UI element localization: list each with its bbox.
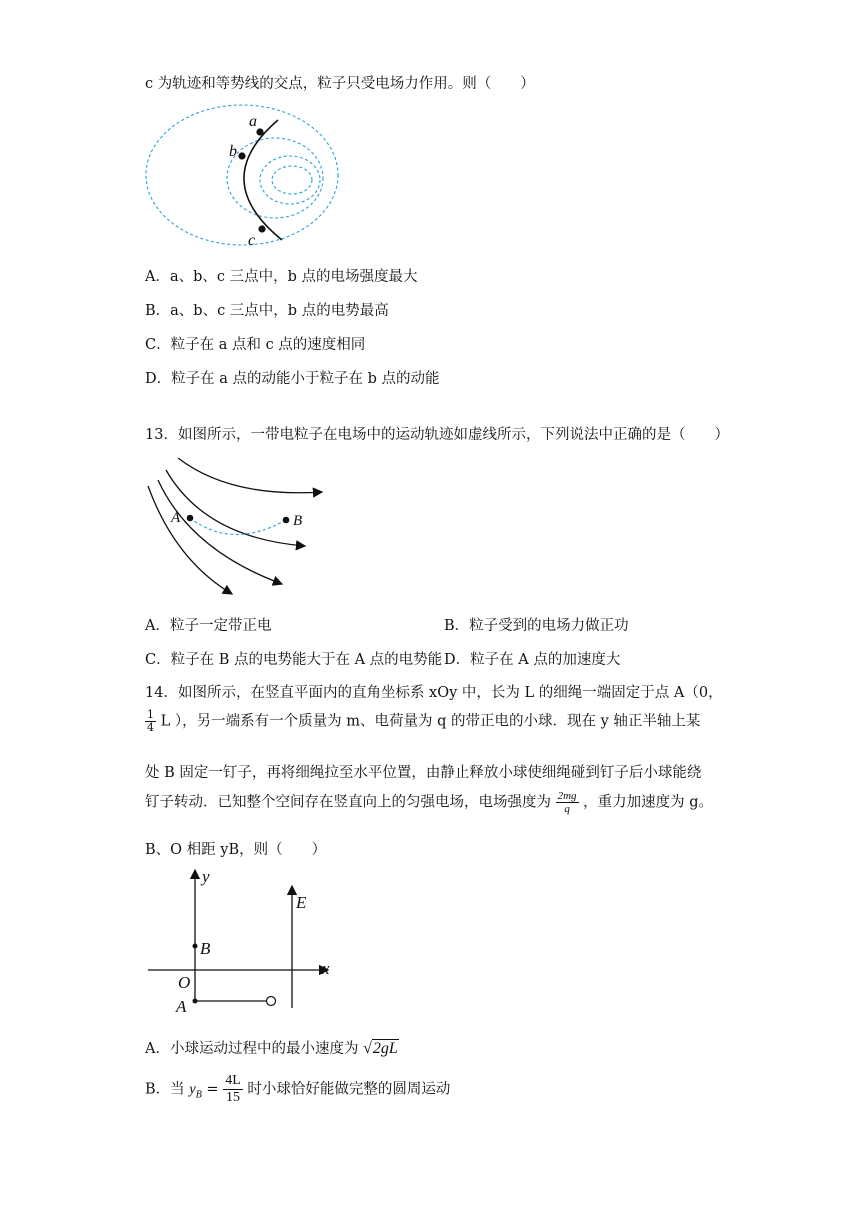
q14-line1: 14．如图所示，在竖直平面内的直角坐标系 xOy 中，长为 L 的细绳一端固定于点 A（0，	[145, 685, 723, 701]
q12-option-b: B．a、b、c 三点中，b 点的电势最高	[145, 303, 389, 319]
q12-trajectory	[244, 120, 282, 240]
label-x: x	[322, 959, 330, 978]
label-B: B	[200, 939, 211, 958]
q14-line5: B、O 相距 yB，则（ ）	[145, 842, 327, 858]
equipotential-outer	[146, 105, 338, 245]
fraction-yb: $\frac{4L}{15}$	[225, 1073, 241, 1105]
point-a	[256, 128, 263, 135]
point-c	[258, 225, 265, 232]
label-b: b	[229, 143, 237, 160]
q12-option-a: A．a、b、c 三点中，b 点的电场强度最大	[145, 269, 418, 285]
q13-fieldline-figure	[140, 450, 340, 600]
q14-option-b: B．当 $y_B$ = $\frac{4L}{15}$ 时小球恰好能做完整的圆周运动	[145, 1073, 451, 1105]
label-B: B	[293, 513, 303, 529]
nail-B	[193, 944, 198, 949]
q14-line4: 钉子转动．已知整个空间存在竖直向上的匀强电场，电场强度为 $\frac{2mg}{q}$ ，重力加速度为 g。	[145, 790, 714, 815]
field-line-3	[158, 480, 282, 584]
q13-option-a: A．粒子一定带正电	[145, 618, 272, 634]
q14-line2: $\frac{1}{4}$ L ），另一端系有一个质量为 m、电荷量为 q 的带正电的小球．现在 y 轴正半轴上某	[147, 708, 701, 734]
q13-stem: 13．如图所示，一带电粒子在电场中的运动轨迹如虚线所示，下列说法中正确的是（ ）	[145, 427, 729, 443]
equipotential-middle	[227, 138, 323, 218]
q13-trajectory	[190, 518, 286, 535]
charged-ball	[267, 997, 276, 1006]
label-O: O	[178, 973, 191, 992]
field-line-1	[178, 458, 322, 493]
point-b	[238, 152, 245, 159]
label-a: a	[249, 113, 257, 130]
q14-option-a: A．小球运动过程中的最小速度为 √2gL	[145, 1040, 398, 1057]
q12-option-d: D．粒子在 a 点的动能小于粒子在 b 点的动能	[145, 371, 440, 387]
q12-option-c: C．粒子在 a 点和 c 点的速度相同	[145, 337, 366, 353]
sqrt-expression: √2gL	[363, 1040, 398, 1057]
label-c: c	[248, 232, 256, 249]
q13-option-c: C．粒子在 B 点的电势能大于在 A 点的电势能	[145, 652, 443, 668]
q14-coordinate-figure	[140, 862, 340, 1012]
label-A: A	[171, 510, 181, 526]
equipotential-inner2	[260, 156, 320, 204]
fraction-quarter: $\frac{1}{4}$	[147, 708, 154, 734]
field-line-2	[166, 470, 305, 546]
label-E: E	[296, 893, 307, 912]
q13-option-d: D．粒子在 A 点的加速度大	[444, 652, 621, 668]
field-line-4	[148, 486, 232, 594]
pivot-A	[193, 999, 198, 1004]
equipotential-inner	[272, 166, 312, 194]
q14-line3: 处 B 固定一钉子，再将细绳拉至水平位置，由静止释放小球使细绳碰到钉子后小球能绕	[145, 765, 702, 781]
point-A	[187, 515, 194, 522]
point-B	[283, 517, 290, 524]
q12-stem: c 为轨迹和等势线的交点，粒子只受电场力作用。则（ ）	[145, 76, 535, 92]
fraction-field-strength: $\frac{2mg}{q}$	[557, 790, 577, 815]
q13-option-b: B．粒子受到的电场力做正功	[444, 618, 629, 634]
q12-equipotential-figure	[140, 100, 360, 260]
label-y: y	[202, 867, 210, 886]
label-A: A	[176, 997, 187, 1012]
